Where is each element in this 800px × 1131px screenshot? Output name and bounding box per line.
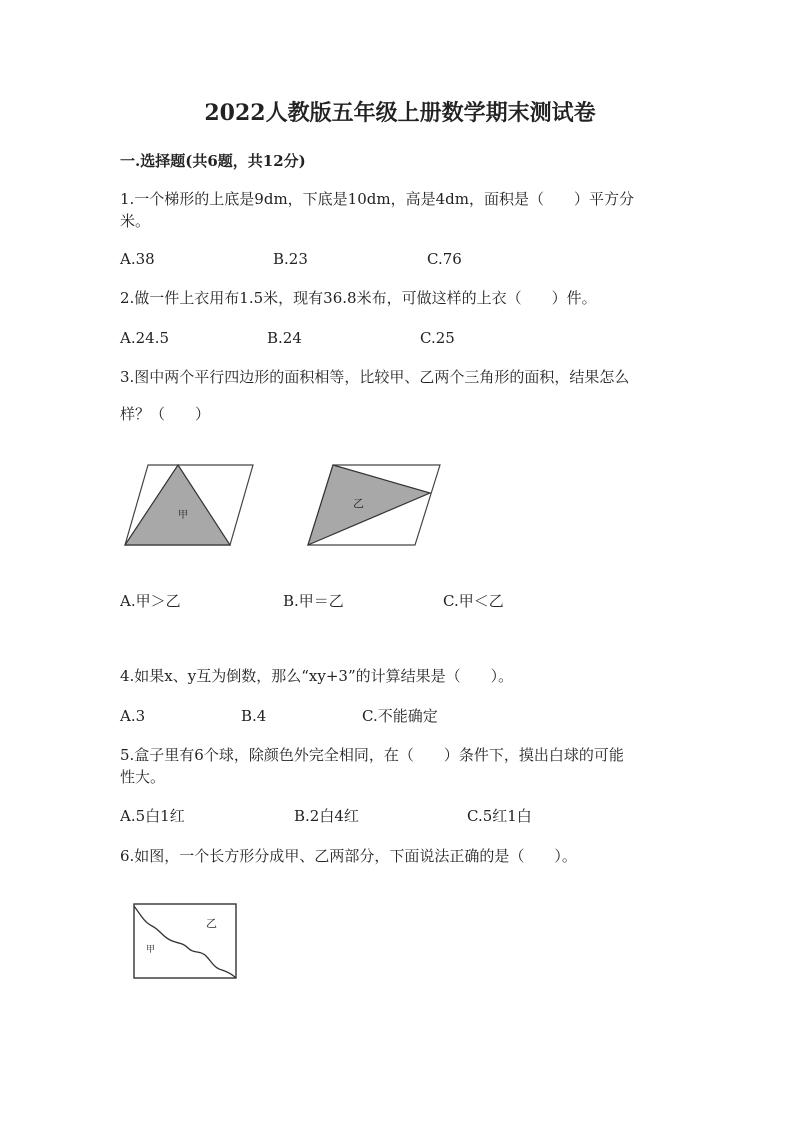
question-6-figure bbox=[130, 900, 240, 982]
question-4-option-a: A.3 bbox=[120, 707, 146, 725]
question-2-option-c: C.25 bbox=[420, 329, 455, 347]
question-3-option-c: C.甲＜乙 bbox=[443, 592, 504, 610]
question-5-option-c: C.5红1白 bbox=[467, 807, 532, 825]
triangle-yi bbox=[308, 465, 430, 545]
question-1-text-cont: 米。 bbox=[120, 212, 151, 230]
question-5-text-cont: 性大。 bbox=[120, 768, 166, 786]
question-1-option-b: B.23 bbox=[273, 250, 308, 268]
question-4-option-b: B.4 bbox=[241, 707, 267, 725]
region-yi-label: 乙 bbox=[206, 917, 217, 930]
question-5-option-b: B.2白4红 bbox=[294, 807, 359, 825]
section-heading: 一.选择题(共6题，共12分) bbox=[120, 152, 306, 170]
question-4-option-c: C.不能确定 bbox=[362, 707, 438, 725]
question-5-text: 5.盒子里有6个球，除颜色外完全相同，在（ ）条件下，摸出白球的可能 bbox=[120, 746, 624, 764]
question-4-text: 4.如果x、y互为倒数，那么“xy+3”的计算结果是（ ）。 bbox=[120, 667, 514, 685]
region-jia-label: 甲 bbox=[146, 945, 156, 955]
question-2-option-b: B.24 bbox=[267, 329, 302, 347]
dividing-curve bbox=[134, 906, 236, 978]
question-3-text-cont: 样？（ ） bbox=[120, 405, 211, 423]
question-6-text: 6.如图，一个长方形分成甲、乙两部分，下面说法正确的是（ ）。 bbox=[120, 847, 577, 865]
page-title: 2022人教版五年级上册数学期末测试卷 bbox=[204, 100, 596, 126]
question-2-option-a: A.24.5 bbox=[120, 329, 169, 347]
question-5-option-a: A.5白1红 bbox=[120, 807, 185, 825]
question-3-figure bbox=[120, 460, 450, 555]
question-1-text: 1.一个梯形的上底是9dm，下底是10dm，高是4dm，面积是（ ）平方分 bbox=[120, 190, 634, 208]
triangle-jia bbox=[125, 465, 230, 545]
triangle-yi-label: 乙 bbox=[353, 497, 364, 510]
question-2-text: 2.做一件上衣用布1.5米，现有36.8米布，可做这样的上衣（ ）件。 bbox=[120, 289, 597, 307]
question-3-option-a: A.甲＞乙 bbox=[120, 592, 181, 610]
rectangle bbox=[134, 904, 236, 978]
question-1-option-a: A.38 bbox=[120, 250, 155, 268]
question-3-option-b: B.甲＝乙 bbox=[283, 592, 344, 610]
triangle-jia-label: 甲 bbox=[178, 510, 188, 521]
question-3-text: 3.图中两个平行四边形的面积相等，比较甲、乙两个三角形的面积，结果怎么 bbox=[120, 368, 630, 386]
question-1-option-c: C.76 bbox=[427, 250, 462, 268]
